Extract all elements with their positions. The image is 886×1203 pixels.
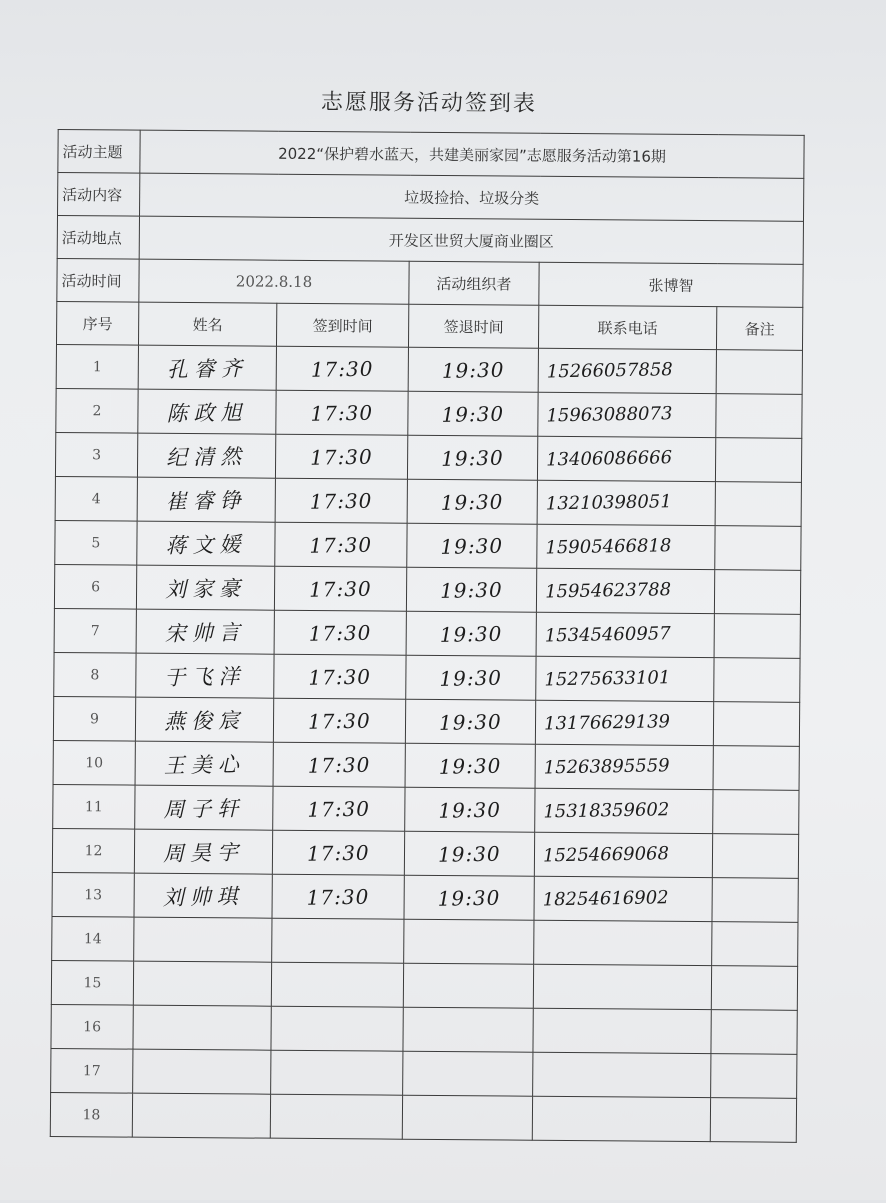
phone-number [537,524,715,569]
signature-name [132,1093,270,1138]
remark-cell [713,746,799,791]
sign-in-time [272,918,404,963]
sign-out-time-text: 19:30 [440,533,504,559]
signature-name [135,785,273,830]
row-number: 1 [56,344,138,389]
sign-in-time [272,830,404,875]
phone-number-text: 15345460957 [544,623,671,647]
signature-name [136,653,274,698]
signature-name [134,917,272,962]
phone-number-text: 18254616902 [542,887,669,911]
content-value: 垃圾捡拾、垃圾分类 [140,173,804,221]
location-label: 活动地点 [57,215,139,259]
phone-number [535,788,713,833]
location-row [57,215,803,264]
sign-out-time [405,743,535,788]
col-header-sign-out: 签退时间 [408,304,538,348]
row-number: 18 [50,1092,132,1137]
phone-number [538,348,716,393]
phone-number [533,964,711,1009]
remark-cell [713,702,799,747]
theme-value: 2022“保护碧水蓝天，共建美丽家园”志愿服务活动第16期 [140,130,804,178]
signature-name-text: 崔睿铮 [165,487,248,514]
phone-number [538,392,716,437]
row-number: 9 [53,696,135,741]
remark-cell [711,1010,797,1055]
sign-out-time [402,1095,532,1140]
sign-out-time [406,567,536,612]
sign-in-time-text: 17:30 [307,752,371,778]
table-row [51,1004,797,1054]
remark-cell [711,1054,797,1099]
row-number: 7 [54,608,136,653]
sign-out-time-text: 19:30 [437,841,502,867]
col-header-remark: 备注 [716,307,802,351]
sign-in-time-text: 17:30 [309,488,373,514]
sign-out-time [403,1007,533,1052]
signature-name [135,697,273,742]
sign-out-time [408,347,538,392]
signature-name [133,1049,271,1094]
row-number: 11 [53,784,135,829]
phone-number [537,480,715,525]
phone-number-text: 13210398051 [545,491,672,515]
sign-out-time [405,699,535,744]
signature-name [133,1005,271,1050]
phone-number-text: 15275633101 [544,667,671,691]
phone-number [535,700,713,745]
sign-in-time [275,522,407,567]
sign-out-time-text: 19:30 [441,401,505,427]
sign-in-time [274,654,406,699]
table-row [52,872,798,922]
signature-name [137,521,275,566]
signature-name-text: 陈政旭 [166,399,248,426]
row-number: 8 [54,652,136,697]
col-header-phone: 联系电话 [538,305,716,349]
signature-name [138,389,276,434]
remark-cell [711,966,797,1011]
sign-out-time-text: 19:30 [438,797,502,823]
sign-out-time-text: 19:30 [441,357,505,383]
sign-in-time [273,698,405,743]
sign-out-time-text: 19:30 [440,489,504,515]
time-row [57,258,803,307]
signature-name-text: 周昊宇 [162,839,245,866]
table-row [54,652,800,702]
sign-out-time-text: 19:30 [438,753,502,779]
signature-name-text: 于飞洋 [164,663,246,690]
theme-label: 活动主题 [58,129,140,173]
sign-out-time-text: 19:30 [439,621,503,647]
row-number: 10 [53,740,135,785]
sign-in-time [273,786,405,831]
sign-in-time-text: 17:30 [308,664,372,690]
sign-in-time-text: 17:30 [308,708,372,734]
phone-number-text: 15263895559 [543,755,670,779]
sign-out-time [404,919,534,964]
remark-cell [712,878,798,923]
sign-out-time [404,831,534,876]
sign-in-time [275,434,407,479]
organizer-value: 张博智 [539,262,803,307]
organizer-label: 活动组织者 [409,261,539,305]
location-value: 开发区世贸大厦商业圈区 [139,216,803,264]
sign-in-time [271,962,403,1007]
table-row [53,696,799,746]
sign-out-time [408,391,538,436]
sign-out-time [403,1051,533,1096]
sign-in-time-text: 17:30 [310,400,374,426]
table-row [54,564,800,614]
signature-name-text: 刘帅琪 [162,883,244,910]
signature-name [136,609,274,654]
table-row [51,960,797,1010]
sign-in-time [273,742,405,787]
content-label: 活动内容 [58,172,140,216]
table-row [55,520,801,570]
sign-in-time-text: 17:30 [310,356,374,382]
phone-number-text: 15266057858 [546,359,673,383]
phone-number [533,1008,711,1053]
signature-name [137,433,275,478]
phone-number [532,1096,710,1141]
row-number: 17 [51,1048,133,1093]
remark-cell [714,570,800,615]
time-label: 活动时间 [57,258,139,302]
remark-cell [715,482,801,527]
sign-in-time [275,478,407,523]
sign-in-time-text: 17:30 [308,620,372,646]
signature-name [138,345,276,390]
row-number: 12 [52,828,134,873]
col-header-no: 序号 [56,301,138,345]
signature-name [135,741,273,786]
col-header-name: 姓名 [138,302,276,346]
sign-in-time-text: 17:30 [309,576,373,602]
sign-out-time-text: 19:30 [441,445,505,471]
theme-row [58,129,804,178]
table-row [53,740,799,790]
sign-in-time-text: 17:30 [309,532,373,558]
sign-in-time [271,1006,403,1051]
row-number: 14 [52,916,134,961]
sign-in-time [276,390,408,435]
row-number: 3 [55,432,137,477]
sign-out-time-text: 19:30 [437,885,501,911]
remark-cell [715,438,801,483]
row-number: 6 [54,564,136,609]
signature-name [133,961,271,1006]
signature-name [137,477,275,522]
signature-name-text: 刘家豪 [164,575,247,602]
remark-cell [712,922,798,967]
remark-cell [716,394,802,439]
signature-name-text: 王美心 [163,751,245,778]
sign-in-time [274,610,406,655]
phone-number-text: 13176629139 [543,711,671,735]
phone-number-text: 15254669068 [542,843,670,867]
table-row [56,388,802,438]
table-row [52,916,798,966]
sign-in-time-text: 17:30 [307,796,371,822]
sign-in-table [50,129,805,1143]
signature-name [134,873,272,918]
col-header-sign-in: 签到时间 [276,303,408,347]
sign-out-time [407,435,537,480]
sign-in-time-text: 17:30 [306,884,370,910]
phone-number [535,744,713,789]
sign-out-time [404,875,534,920]
row-number: 4 [55,476,137,521]
remark-cell [710,1098,796,1143]
sign-out-time [407,479,537,524]
remark-cell [713,790,799,835]
row-number: 15 [51,960,133,1005]
table-row [52,828,798,878]
sign-out-time-text: 19:30 [439,709,503,735]
remark-cell [714,658,800,703]
phone-number [533,1052,711,1097]
sign-out-time-text: 19:30 [439,665,503,691]
phone-number [536,612,714,657]
phone-number [534,876,712,921]
signature-name-text: 宋帅言 [164,619,246,646]
phone-number [534,920,712,965]
phone-number-text: 15954623788 [544,579,672,603]
signature-name-text: 孔睿齐 [166,355,249,382]
sign-out-time [403,963,533,1008]
signature-name-text: 周子轩 [163,795,245,822]
row-number: 2 [56,388,138,433]
signature-name [136,565,274,610]
signature-name-text: 蒋文媛 [165,531,247,558]
sign-out-time [406,655,536,700]
page-title: 志愿服务活动签到表 [320,90,537,117]
column-header-row [56,301,802,350]
table-row [54,608,800,658]
sign-out-time [406,611,536,656]
sign-in-time [272,874,404,919]
sign-out-time-text: 19:30 [440,577,504,603]
sign-in-time [271,1050,403,1095]
phone-number [534,832,712,877]
sign-in-time-text: 17:30 [310,444,374,470]
remark-cell [716,350,802,395]
phone-number [536,568,714,613]
remark-cell [715,526,801,571]
row-number: 13 [52,872,134,917]
sign-in-time [276,346,408,391]
table-row [55,476,801,526]
phone-number-text: 13406086666 [545,447,673,471]
signature-name [134,829,272,874]
table-row [50,1092,796,1142]
row-number: 16 [51,1004,133,1049]
table-row [51,1048,797,1098]
content-row [58,172,804,221]
signature-name-text: 燕俊宸 [163,707,246,734]
sign-out-time [407,523,537,568]
time-value: 2022.8.18 [139,259,409,304]
phone-number-text: 15963088073 [546,403,673,427]
sign-in-time [270,1094,402,1139]
sign-in-time-text: 17:30 [306,840,371,866]
table-row [55,432,801,482]
remark-cell [712,834,798,879]
table-row [53,784,799,834]
phone-number-text: 15318359602 [543,799,670,823]
phone-number [537,436,715,481]
signature-name-text: 纪清然 [165,443,248,470]
phone-number [536,656,714,701]
table-row [56,344,802,394]
remark-cell [714,614,800,659]
row-number: 5 [55,520,137,565]
phone-number-text: 15905466818 [545,535,672,559]
sign-in-time [274,566,406,611]
entry-rows [50,344,802,1142]
sign-out-time [405,787,535,832]
